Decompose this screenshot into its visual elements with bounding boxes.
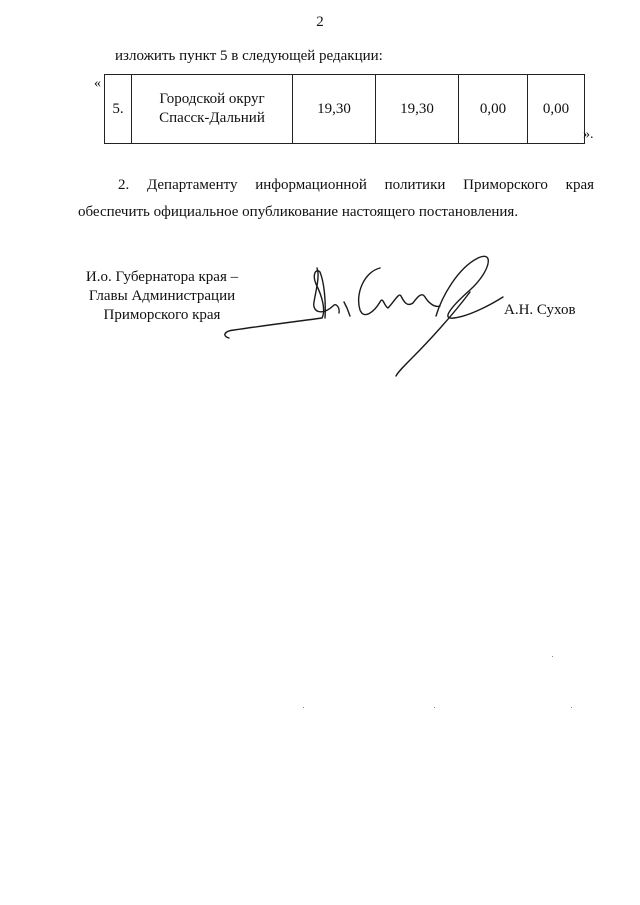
signer-title-line2: Главы Администрации <box>88 288 236 304</box>
value-cell-1: 19,30 <box>293 75 376 144</box>
opening-quote: « <box>94 76 101 91</box>
intro-text: изложить пункт 5 в следующей редакции: <box>115 48 383 64</box>
closing-quote: ». <box>583 127 594 142</box>
signer-name: А.Н. Сухов <box>504 302 576 318</box>
municipality-name-line1: Городской округ <box>159 91 265 107</box>
value-cell-4: 0,00 <box>528 75 585 144</box>
value-cell-3: 0,00 <box>459 75 528 144</box>
value-cell-2: 19,30 <box>376 75 459 144</box>
scan-speck <box>303 707 304 708</box>
page-number: 2 <box>316 14 324 30</box>
signer-title-line1: И.о. Губернатора края – <box>85 269 239 285</box>
paragraph-2-first-line: 2. Департаменту информационной политики Приморского края <box>118 177 594 193</box>
scan-speck <box>552 656 553 657</box>
paragraph-2-rest: обеспечить официальное опубликование настоящего постановления. <box>78 204 519 220</box>
scan-speck <box>571 707 572 708</box>
municipality-name-line2: Спасск-Дальний <box>159 110 265 126</box>
row-number-cell: 5. <box>105 75 132 144</box>
scan-speck <box>434 707 435 708</box>
signer-title-line3: Приморского края <box>103 307 221 323</box>
